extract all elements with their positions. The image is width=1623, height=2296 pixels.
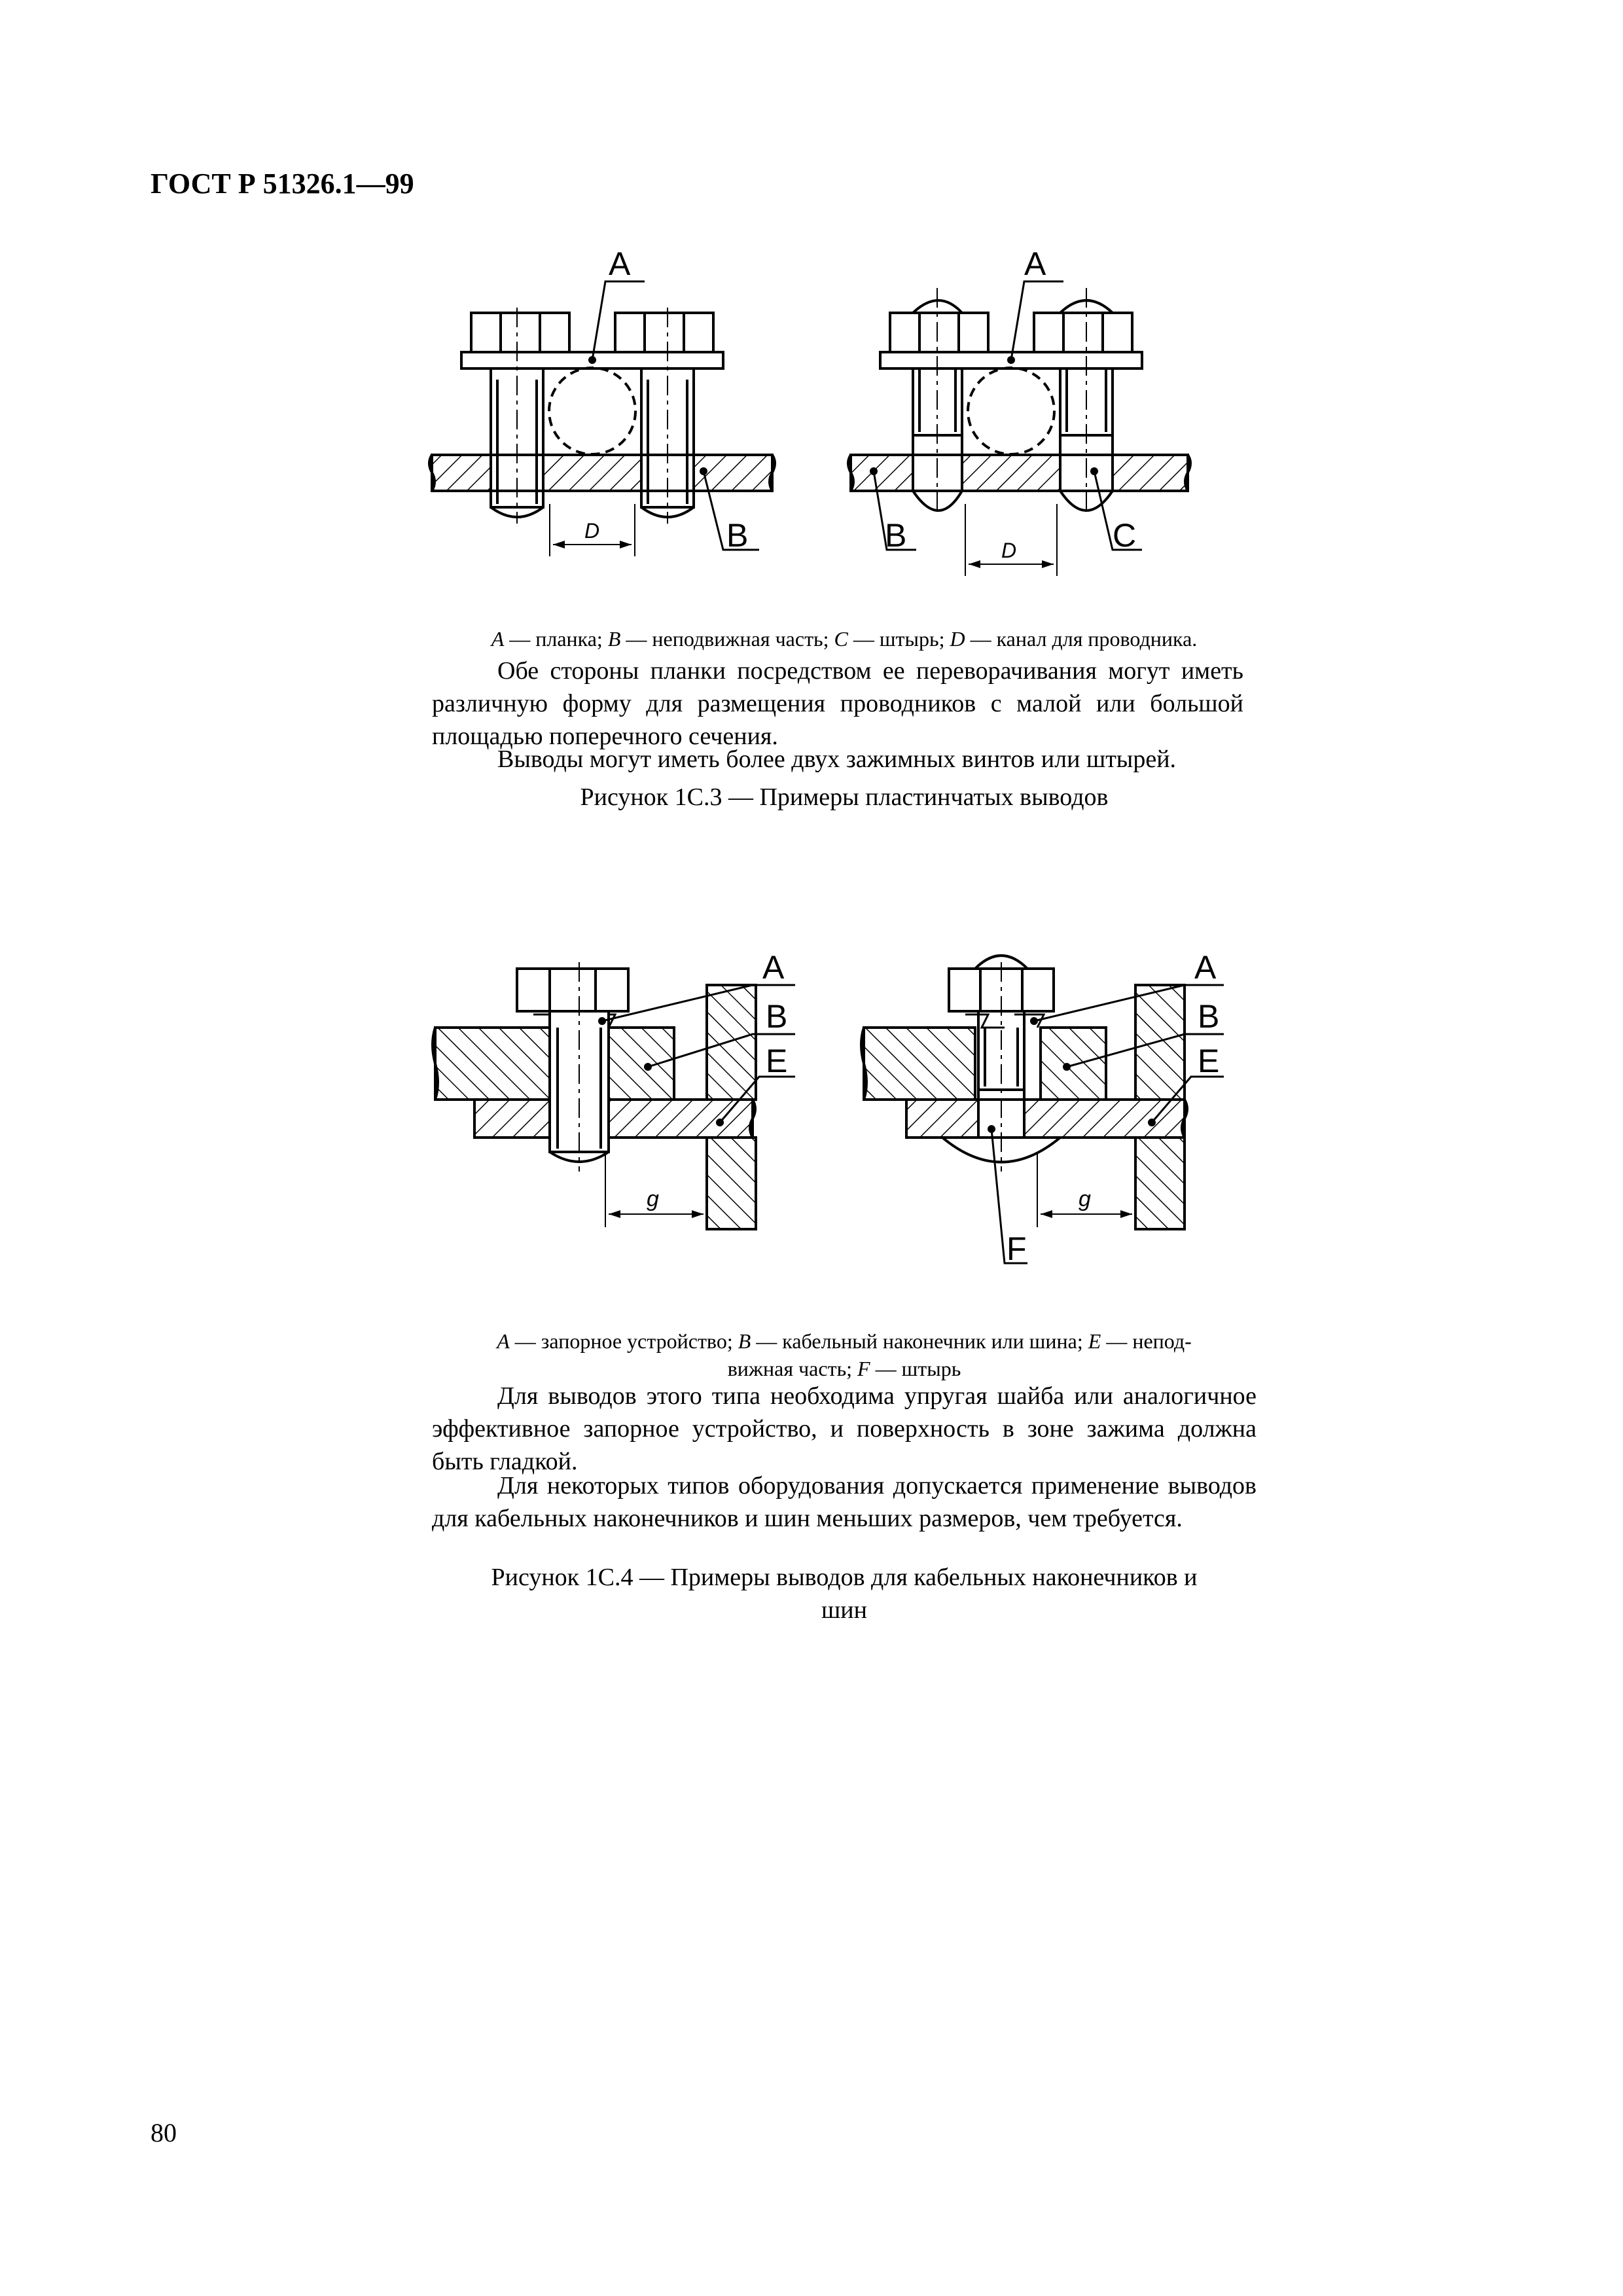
figure-1c4-note-1: Для выводов этого типа необходима упругая шайба или аналогичное эффективное запорное устройство, и поверхность в зоне зажима должна быть гладкой. — [432, 1382, 1257, 1475]
legend-text-b: — кабельный наконечник или шина; — [751, 1329, 1088, 1353]
figure-1c4-label-f: F — [1007, 1230, 1027, 1267]
figure-1c4-label-e-left: E — [766, 1043, 788, 1079]
figure-1c4-label-g-left: g — [647, 1187, 659, 1211]
figure-1c4-legend-line-1 — [419, 1327, 1270, 1355]
figure-1c4-label-b-left: B — [766, 998, 788, 1035]
figure-1c4-right — [861, 956, 1224, 1263]
figure-1c3-caption: Рисунок 1С.3 — Примеры пластинчатых выводов — [580, 783, 1109, 811]
legend-key-b: B — [607, 627, 621, 651]
figure-1c3-label-d-left: D — [584, 519, 600, 543]
figure-1c4-drawing — [0, 916, 1623, 1335]
legend-text-line2: вижная часть; — [727, 1357, 858, 1380]
legend-text-a: — запорное устройство; — [509, 1329, 738, 1353]
figure-1c3-label-b-left: B — [726, 517, 749, 554]
figure-1c3-note-2: Выводы могут иметь более двух зажимных винтов или штырей. — [497, 745, 1177, 773]
page-number: 80 — [151, 2118, 177, 2147]
figure-1c3-left — [429, 281, 775, 556]
figure-1c4-caption-line-1: Рисунок 1С.4 — Примеры выводов для кабельных наконечников и — [491, 1564, 1198, 1591]
figure-1c3-label-b-right: B — [885, 517, 907, 554]
legend-text-b: — неподвижная часть; — [620, 627, 834, 651]
figure-1c4-label-g-right: g — [1079, 1187, 1091, 1211]
legend-text-a: — планка; — [504, 627, 608, 651]
figure-1c4-legend — [419, 1327, 1270, 1382]
legend-key-c: C — [834, 627, 848, 651]
figure-1c4-note-2: Для некоторых типов оборудования допускается применение выводов для кабельных наконечников и шин меньших размеров, чем требуется. — [432, 1472, 1257, 1532]
figure-1c3-note-1: Обе стороны планки посредством ее переворачивания могут иметь различную форму для размещения проводников с малой или большой площадью поперечного сечения. — [432, 657, 1243, 750]
figure-1c3-label-c: C — [1113, 517, 1137, 554]
legend-key-f: F — [857, 1357, 870, 1380]
legend-text-c: — штырь; — [847, 627, 950, 651]
figure-1c4-left — [433, 962, 795, 1229]
figure-1c4-label-e-right: E — [1198, 1043, 1220, 1079]
figure-1c4-caption-line-2: шин — [821, 1596, 867, 1624]
figure-1c3-label-a-left: A — [609, 245, 631, 282]
document-number: ГОСТ Р 51326.1—99 — [151, 168, 414, 200]
figure-1c4-label-b-right: B — [1198, 998, 1220, 1035]
figure-1c4-caption — [419, 1561, 1270, 1626]
legend-text-e: — непод- — [1101, 1329, 1192, 1353]
legend-key-d: D — [950, 627, 965, 651]
legend-key-e: E — [1088, 1329, 1101, 1353]
figure-1c4-label-a-left: A — [762, 949, 785, 986]
figure-1c3-label-a-right: A — [1024, 245, 1046, 282]
figure-1c3-drawing — [0, 0, 1623, 628]
figure-1c3-legend — [419, 625, 1270, 653]
legend-text-d: — канал для проводника. — [965, 627, 1198, 651]
legend-key-b: B — [738, 1329, 751, 1353]
figure-1c3-label-d-right: D — [1001, 539, 1017, 562]
figure-1c4-legend-line-2 — [419, 1355, 1270, 1382]
legend-text-f: — штырь — [870, 1357, 961, 1380]
legend-key-a: A — [491, 627, 505, 651]
legend-key-a: A — [497, 1329, 510, 1353]
figure-1c4-label-a-right: A — [1194, 949, 1217, 986]
